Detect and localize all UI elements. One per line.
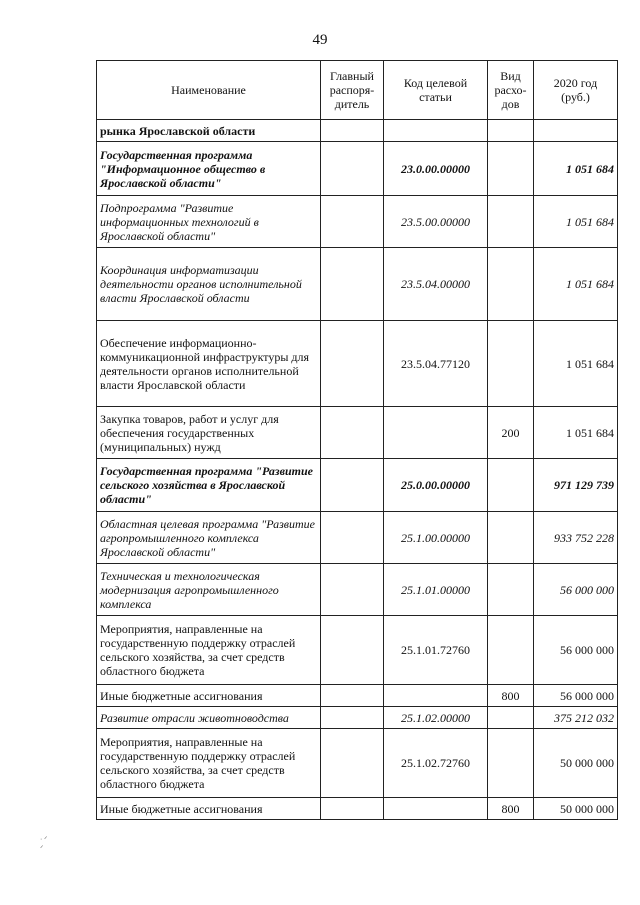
margin-mark: ᐧ ᐟ ᐟ: [40, 835, 48, 853]
row-target-code-cell: 25.1.01.00000: [384, 564, 488, 616]
row-target-code-cell: 23.5.04.77120: [384, 321, 488, 407]
row-name-cell: Мероприятия, направленные на государственную поддержку отраслей сельского хозяйства, за счет средств областного бюджета: [97, 729, 321, 798]
table-row: [97, 729, 618, 798]
row-target-code-cell: 25.1.02.72760: [384, 729, 488, 798]
table-row: [97, 685, 618, 707]
row-main-manager-cell: [321, 729, 384, 798]
header-main-manager: Главный распоря- дитель: [321, 61, 384, 120]
row-target-code-cell: [384, 685, 488, 707]
row-expense-type-cell: 200: [488, 407, 534, 459]
table-header-row: [97, 61, 618, 120]
row-name-cell: Развитие отрасли животноводства: [97, 707, 321, 729]
row-amount-cell: 56 000 000: [534, 616, 618, 685]
row-name-cell: Иные бюджетные ассигнования: [97, 798, 321, 820]
row-main-manager-cell: [321, 798, 384, 820]
table-body: [97, 120, 618, 820]
row-main-manager-cell: [321, 685, 384, 707]
row-target-code-cell: 23.0.00.00000: [384, 142, 488, 196]
row-amount-cell: 1 051 684: [534, 248, 618, 321]
row-expense-type-cell: [488, 120, 534, 142]
table-row: [97, 459, 618, 512]
row-name-cell: Подпрограмма "Развитие информационных технологий в Ярославской области": [97, 196, 321, 248]
table-row: [97, 707, 618, 729]
page-number: 49: [312, 32, 328, 48]
row-expense-type-cell: [488, 729, 534, 798]
table-row: [97, 798, 618, 820]
row-amount-cell: 1 051 684: [534, 142, 618, 196]
row-main-manager-cell: [321, 407, 384, 459]
row-target-code-cell: 25.1.02.00000: [384, 707, 488, 729]
row-expense-type-cell: [488, 142, 534, 196]
row-name-cell: Закупка товаров, работ и услуг для обеспечения государственных (муниципальных) нужд: [97, 407, 321, 459]
table-row: [97, 564, 618, 616]
row-main-manager-cell: [321, 196, 384, 248]
row-target-code-cell: 23.5.00.00000: [384, 196, 488, 248]
row-expense-type-cell: [488, 248, 534, 321]
row-amount-cell: 1 051 684: [534, 321, 618, 407]
row-expense-type-cell: [488, 459, 534, 512]
row-amount-cell: 375 212 032: [534, 707, 618, 729]
row-name-cell: Техническая и технологическая модернизация агропромышленного комплекса: [97, 564, 321, 616]
header-expense-type: Вид расхо- дов: [488, 61, 534, 120]
row-expense-type-cell: [488, 616, 534, 685]
row-target-code-cell: [384, 798, 488, 820]
row-amount-cell: [534, 120, 618, 142]
row-amount-cell: 50 000 000: [534, 729, 618, 798]
row-amount-cell: 971 129 739: [534, 459, 618, 512]
row-main-manager-cell: [321, 512, 384, 564]
row-amount-cell: 1 051 684: [534, 407, 618, 459]
row-amount-cell: 50 000 000: [534, 798, 618, 820]
row-target-code-cell: 25.1.01.72760: [384, 616, 488, 685]
row-amount-cell: 56 000 000: [534, 685, 618, 707]
row-name-cell: Государственная программа "Развитие сельского хозяйства в Ярославской области": [97, 459, 321, 512]
row-expense-type-cell: 800: [488, 685, 534, 707]
row-target-code-cell: [384, 120, 488, 142]
table-row: [97, 196, 618, 248]
row-target-code-cell: 23.5.04.00000: [384, 248, 488, 321]
row-expense-type-cell: 800: [488, 798, 534, 820]
header-name: Наименование: [97, 61, 321, 120]
header-year-amount: 2020 год (руб.): [534, 61, 618, 120]
table-row: [97, 248, 618, 321]
row-main-manager-cell: [321, 707, 384, 729]
row-name-cell: Координация информатизации деятельности органов исполнительной власти Ярославской области: [97, 248, 321, 321]
row-name-cell: рынка Ярославской области: [97, 120, 321, 142]
row-main-manager-cell: [321, 564, 384, 616]
row-expense-type-cell: [488, 564, 534, 616]
row-main-manager-cell: [321, 120, 384, 142]
row-main-manager-cell: [321, 248, 384, 321]
row-main-manager-cell: [321, 459, 384, 512]
header-target-code: Код целевой статьи: [384, 61, 488, 120]
row-main-manager-cell: [321, 616, 384, 685]
row-expense-type-cell: [488, 707, 534, 729]
row-name-cell: Областная целевая программа "Развитие агропромышленного комплекса Ярославской области": [97, 512, 321, 564]
row-name-cell: Иные бюджетные ассигнования: [97, 685, 321, 707]
table-row: [97, 321, 618, 407]
row-main-manager-cell: [321, 321, 384, 407]
row-amount-cell: 933 752 228: [534, 512, 618, 564]
table-row: [97, 512, 618, 564]
table-row: [97, 616, 618, 685]
row-expense-type-cell: [488, 512, 534, 564]
row-expense-type-cell: [488, 321, 534, 407]
row-target-code-cell: [384, 407, 488, 459]
row-name-cell: Мероприятия, направленные на государственную поддержку отраслей сельского хозяйства, за счет средств областного бюджета: [97, 616, 321, 685]
row-target-code-cell: 25.1.00.00000: [384, 512, 488, 564]
row-name-cell: Обеспечение информационно-коммуникационной инфраструктуры для деятельности органов исполнительной власти Ярославской области: [97, 321, 321, 407]
row-expense-type-cell: [488, 196, 534, 248]
budget-table: [96, 60, 618, 820]
row-amount-cell: 1 051 684: [534, 196, 618, 248]
row-target-code-cell: 25.0.00.00000: [384, 459, 488, 512]
row-main-manager-cell: [321, 142, 384, 196]
row-name-cell: Государственная программа "Информационное общество в Ярославской области": [97, 142, 321, 196]
table-row: [97, 120, 618, 142]
row-amount-cell: 56 000 000: [534, 564, 618, 616]
table-row: [97, 142, 618, 196]
table-row: [97, 407, 618, 459]
